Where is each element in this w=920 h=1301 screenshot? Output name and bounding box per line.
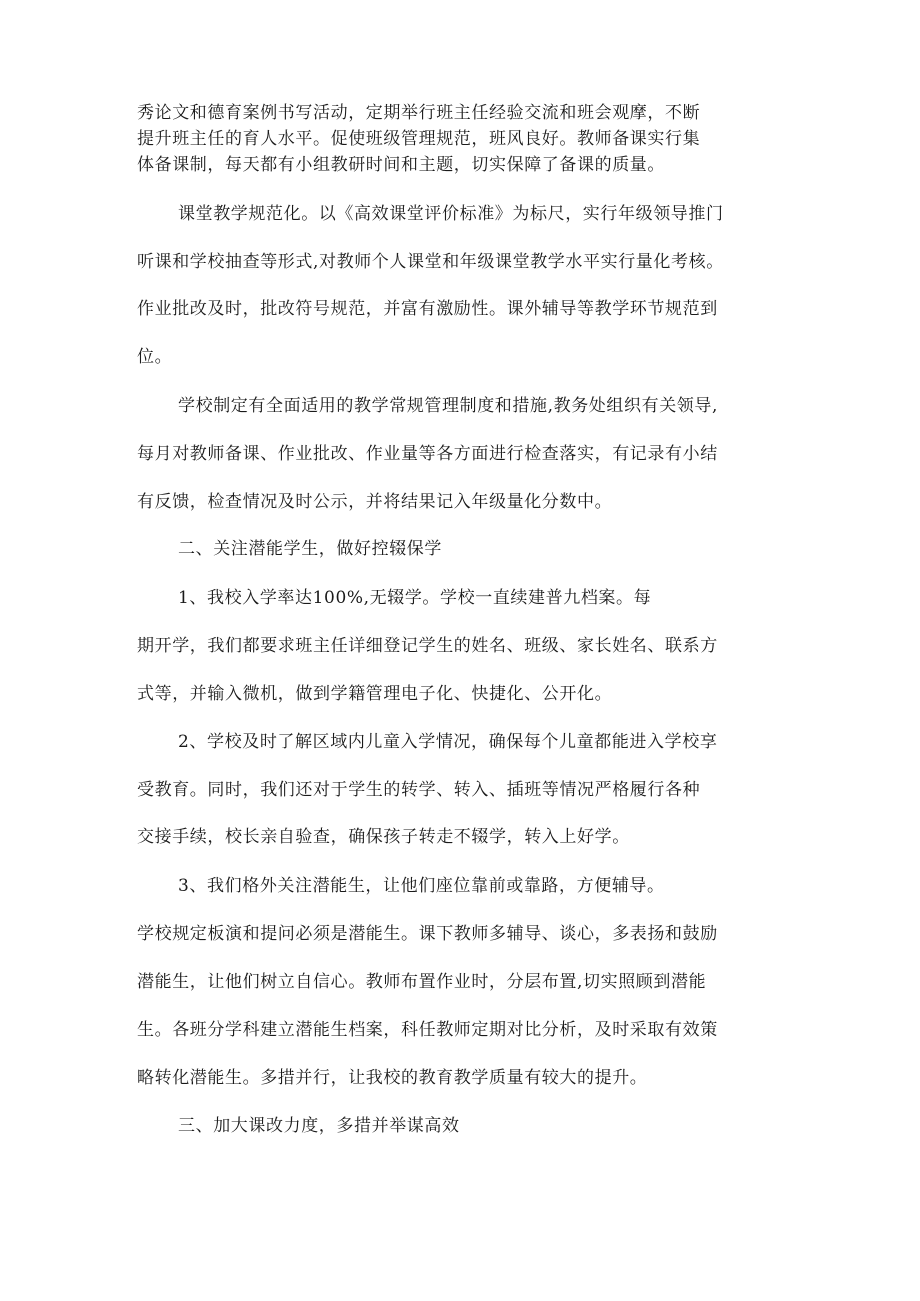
text-line: 课堂教学规范化。以《高效课堂评价标准》为标尺，实行年级领导推门 [178,204,724,224]
text-line: 式等，并输入微机，做到学籍管理电子化、快捷化、公开化。 [137,684,613,704]
text-line: 1、我校入学率达100%,无辍学。学校一直续建普九档案。每 [178,588,652,608]
text-line: 交接手续，校长亲自验查，确保孩子转走不辍学，转入上好学。 [137,827,630,847]
text-line: 受教育。同时，我们还对于学生的转学、转入、插班等情况严格履行各种 [137,780,701,800]
text-line: 作业批改及时，批改符号规范，并富有激励性。课外辅导等教学环节规范到 [137,299,718,319]
text-line: 每月对教师备课、作业批改、作业量等各方面进行检查落实，有记录有小结 [137,444,718,464]
text-line: 位。 [137,347,173,367]
text-line: 体备课制，每天都有小组教研时间和主题，切实保障了备课的质量。 [137,155,665,175]
text-line: 听课和学校抽查等形式,对教师个人课堂和年级课堂教学水平实行量化考核。 [137,252,724,272]
text-line: 略转化潜能生。多措并行，让我校的教育教学质量有较大的提升。 [137,1068,648,1088]
text-line: 学校规定板演和提问必须是潜能生。课下教师多辅导、谈心，多表扬和鼓励 [137,924,718,944]
text-line: 生。各班分学科建立潜能生档案，科任教师定期对比分析，及时采取有效策 [137,1020,718,1040]
text-line: 期开学，我们都要求班主任详细登记学生的姓名、班级、家长姓名、联系方 [137,636,718,656]
text-line: 2、学校及时了解区域内儿童入学情况，确保每个儿童都能进入学校享 [178,732,718,752]
section-heading: 二、关注潜能学生，做好控辍保学 [178,539,442,559]
section-heading: 三、加大课改力度，多措并举谋高效 [178,1116,460,1136]
text-line: 潜能生，让他们树立自信心。教师布置作业时，分层布置,切实照顾到潜能 [137,972,707,992]
text-line: 秀论文和德育案例书写活动，定期举行班主任经验交流和班会观摩，不断 [137,103,701,123]
text-line: 提升班主任的育人水平。促使班级管理规范，班风良好。教师备课实行集 [137,129,701,149]
text-line: 学校制定有全面适用的教学常规管理制度和措施,教务处组织有关领导, [178,396,719,416]
text-line: 3、我们格外关注潜能生，让他们座位靠前或靠路，方便辅导。 [178,876,665,896]
text-line: 有反馈，检查情况及时公示，并将结果记入年级量化分数中。 [137,492,613,512]
